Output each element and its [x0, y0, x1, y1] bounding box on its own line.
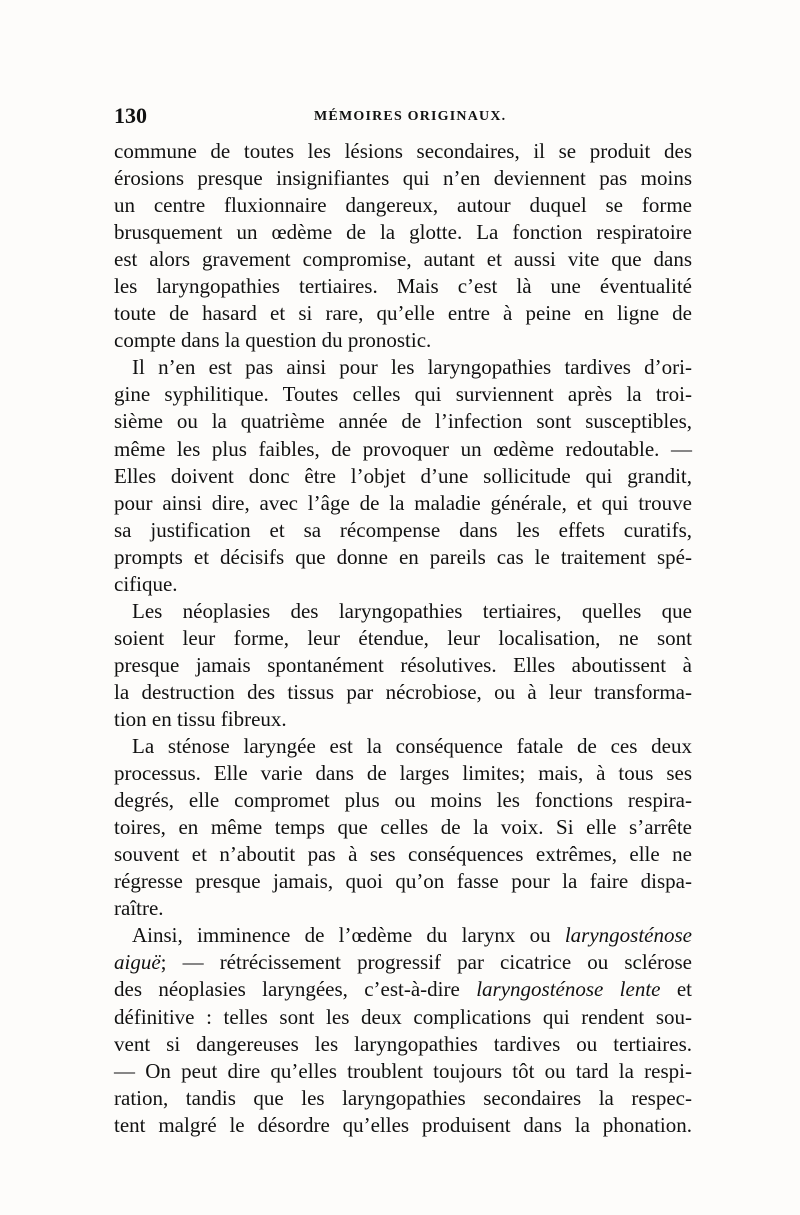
italic-term: laryngosténose lente [476, 977, 661, 1002]
text-line: ration, tandis que les laryngopathies secondaires la respec- [114, 1085, 692, 1110]
text-line: tent malgré le désordre qu’elles produisent dans la phonation. [114, 1112, 692, 1137]
text-line: régresse presque jamais, quoi qu’on fasse pour la faire dispa- [114, 869, 692, 894]
text-segment: ; — rétrécissement progressif par cicatrice ou sclérose [160, 950, 692, 975]
body-text [114, 138, 692, 1139]
text-line: — On peut dire qu’elles troublent toujours tôt ou tard la respi- [114, 1058, 692, 1083]
text-line: Il n’en est pas ainsi pour les laryngopathies tardives d’ori- [132, 355, 692, 380]
text-line: toute de hasard et si rare, qu’elle entre à peine en ligne de [114, 301, 692, 326]
text-line: pour ainsi dire, avec l’âge de la maladie générale, et qui trouve [114, 490, 692, 515]
italic-term: laryngosténose [564, 923, 692, 948]
text-line: sième ou la quatrième année de l’infection sont susceptibles, [114, 409, 692, 434]
text-line [114, 949, 692, 976]
italic-term: aiguë [114, 950, 161, 975]
text-line: la destruction des tissus par nécrobiose, ou à leur transforma- [114, 679, 692, 704]
text-line: prompts et décisifs que donne en pareils cas le traitement spé- [114, 544, 692, 569]
text-line: vent si dangereuses les laryngopathies tardives ou tertiaires. [114, 1031, 692, 1056]
page-number: 130 [114, 103, 147, 128]
text-line: érosions presque insignifiantes qui n’en deviennent pas moins [114, 166, 692, 191]
text-line: toires, en même temps que celles de la voix. Si elle s’arrête [114, 815, 692, 840]
running-title: MÉMOIRES ORIGINAUX. [314, 109, 507, 124]
text-line [114, 922, 692, 949]
text-line: un centre fluxionnaire dangereux, autour duquel se forme [114, 193, 692, 218]
text-line: Les néoplasies des laryngopathies tertiaires, quelles que [132, 598, 692, 623]
text-line: souvent et n’aboutit pas à ses conséquences extrêmes, elle ne [114, 842, 692, 867]
text-line: commune de toutes les lésions secondaires, il se produit des [114, 139, 692, 163]
text-segment: et [660, 977, 693, 1002]
text-line: est alors gravement compromise, autant et aussi vite que dans [114, 247, 692, 272]
text-line: cifique. [114, 571, 178, 596]
text-line: définitive : telles sont les deux complications qui rendent sou- [114, 1004, 692, 1029]
text-line: gine syphilitique. Toutes celles qui surviennent après la troi- [114, 382, 692, 407]
running-head [114, 102, 692, 130]
text-line: les laryngopathies tertiaires. Mais c’est là une éventualité [114, 274, 692, 299]
text-line: soient leur forme, leur étendue, leur localisation, ne sont [114, 625, 692, 650]
text-segment: Ainsi, imminence de l’œdème du larynx ou [132, 923, 565, 948]
text-line: compte dans la question du pronostic. [114, 328, 432, 353]
text-line: tion en tissu fibreux. [114, 706, 287, 731]
text-line: processus. Elle varie dans de larges limites; mais, à tous ses [114, 761, 692, 786]
text-line: La sténose laryngée est la conséquence fatale de ces deux [132, 734, 692, 759]
text-line [114, 976, 692, 1003]
text-line: degrés, elle compromet plus ou moins les fonctions respira- [114, 788, 692, 813]
text-line: raître. [114, 896, 164, 921]
text-line: même les plus faibles, de provoquer un œdème redoutable. — [114, 436, 692, 461]
text-line: sa justification et sa récompense dans les effets curatifs, [114, 517, 692, 542]
text-segment: des néoplasies laryngées, c’est-à-dire [114, 977, 477, 1002]
text-line: Elles doivent donc être l’objet d’une sollicitude qui grandit, [114, 463, 692, 488]
text-line: presque jamais spontanément résolutives. Elles aboutissent à [114, 652, 692, 677]
text-line: brusquement un œdème de la glotte. La fonction respiratoire [114, 220, 692, 245]
